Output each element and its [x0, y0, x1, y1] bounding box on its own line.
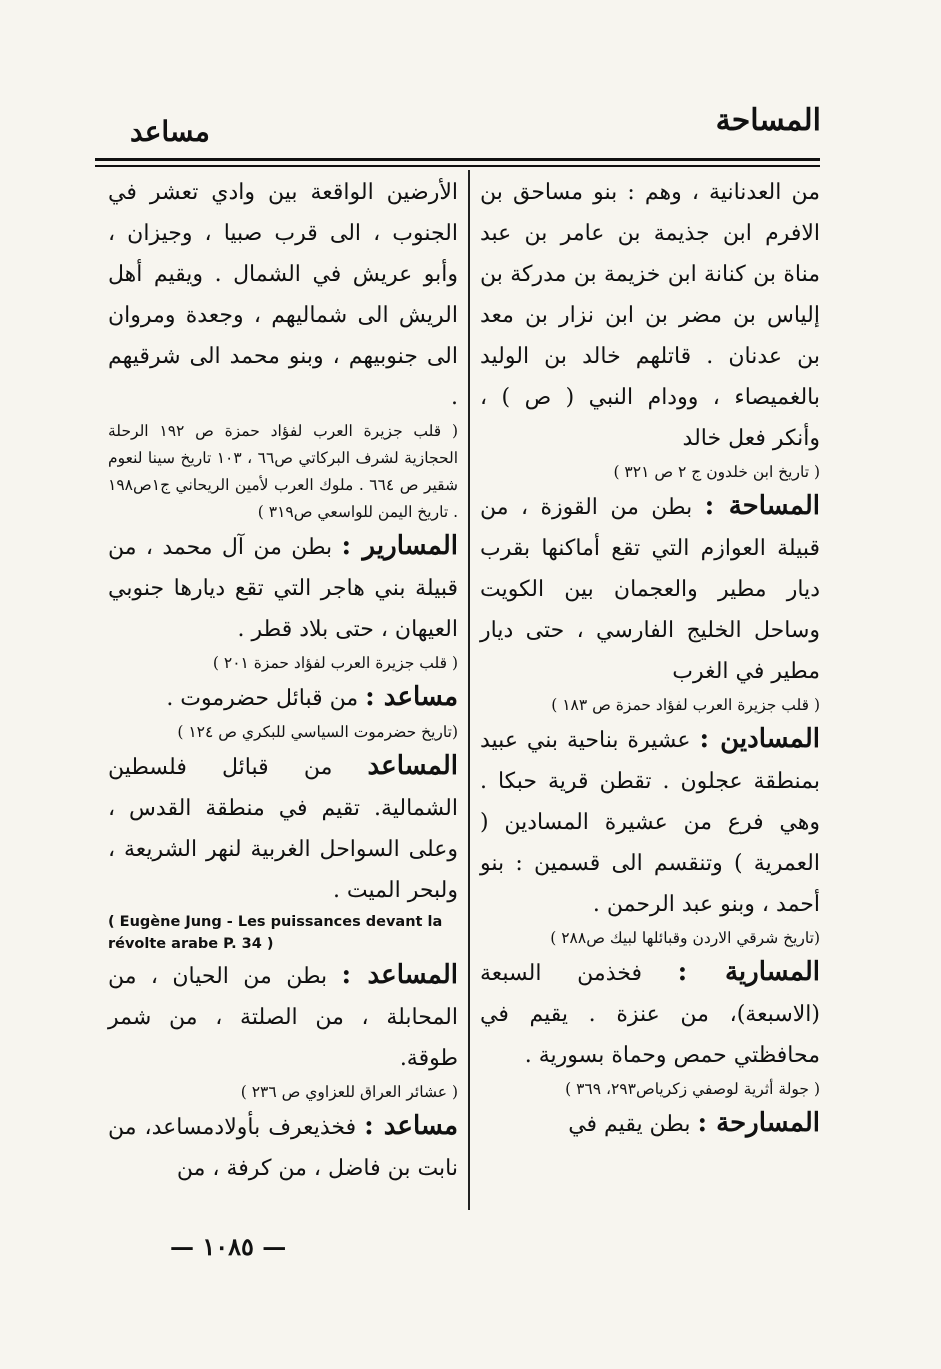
entry [480, 719, 820, 925]
reference-latin: ( Eugène Jung - Les puissances devant la révolte arabe P. 34 ) [108, 914, 443, 952]
entry-text: فخذيعرف بأولادمساعد، من نابت بن فاضل ، من كرفة ، من [108, 1115, 458, 1181]
column-divider [468, 170, 470, 1210]
reference: (تاريخ حضرموت السياسي للبكري ص ١٢٤ ) [177, 723, 458, 741]
entry-headword: المسارير : [341, 531, 458, 561]
reference: (تاريخ شرقي الاردن وقبائلها لبيك ص٢٨٨ ) [550, 929, 820, 947]
entry-text: فخذمن السبعة (الاسبعة)، من عنزة . يقيم في محافظتي حمص وحماة بسورية . [480, 961, 820, 1068]
entry-text: من قبائل حضرموت . [166, 686, 359, 711]
entry [480, 486, 820, 692]
reference: ( قلب جزيرة العرب لفؤاد حمزة ص ١٨٣ ) [551, 696, 820, 714]
running-header [100, 95, 821, 155]
header-right-title: المساحة [715, 103, 821, 138]
entry-text: بطن من الحيان ، من المحابلة ، من الصلتة ، من شمر طوقة. [108, 964, 458, 1071]
entry-headword: المسادين : [699, 724, 820, 754]
reference: ( عشائر العراق للعزاوي ص ٢٣٦ ) [240, 1083, 458, 1101]
entry-headword: مساعد : [365, 682, 458, 712]
entry [108, 746, 458, 911]
entry-headword: المساعد : [341, 960, 458, 990]
right-column [480, 172, 820, 1145]
header-left-title: مساعد [130, 115, 210, 148]
entry-headword: المساعد [367, 751, 458, 781]
entry [480, 952, 820, 1076]
entry-headword: المسارحة : [697, 1108, 820, 1138]
reference: ( قلب جزيرة العرب لفؤاد حمزة ٢٠١ ) [212, 654, 458, 672]
entry [480, 1103, 820, 1145]
header-rule-thin [95, 165, 820, 167]
entry-continued: من العدنانية ، وهم : بنو مساحق بن الافرم ابن جذيمة بن عامر بن عبد مناة بن كنانة ابن خزيمة بن مدركة بن إلياس بن مضر بن ابن نزار بن معد بن عدنان . قاتلهم خالد بن الوليد بالغميصاء ، وودام النبي ( ص ) ، وأنكر فعل خالد [480, 180, 820, 451]
left-column [108, 172, 458, 1189]
entry-headword: المساحة : [704, 491, 820, 521]
entry-text: عشيرة بناحية بني عبيد بمنطقة عجلون . تقطن قرية حبكا . وهي فرع من عشيرة المسادين ( العمرية ) وتنقسم الى قسمين : بنو أحمد ، وبنو عبد الرحمن . [480, 728, 820, 917]
page-number: — ١٠٨٥ — [170, 1232, 287, 1261]
entry-headword: مساعد : [364, 1111, 458, 1141]
entry-text: بطن يقيم في [568, 1112, 691, 1137]
entry [108, 955, 458, 1079]
entry-text: بطن من القوزة ، من قبيلة العوازم التي تقع أماكنها بقرب ديار مطير والعجمان بين الكويت وساحل الخليج الفارسي ، حتى ديار مطير في الغرب [480, 495, 820, 684]
reference: ( قلب جزيرة العرب لفؤاد حمزة ص ١٩٢ الرحلة الحجازية لشرف البركاتي ص٦٦ ، ١٠٣ تاريخ سينا لنعوم شقير ص ٦٦٤ . ملوك العرب لأمين الريحاني ج١ص١٩٨ . تاريخ اليمن للواسعي ص٣١٩ ) [108, 422, 459, 521]
entry [108, 1106, 458, 1189]
entry [108, 677, 458, 719]
entry-text: من قبائل فلسطين الشمالية. تقيم في منطقة القدس ، وعلى السواحل الغربية لنهر الشريعة ، ولبحر الميت . [108, 755, 458, 903]
entry-text: بطن من آل محمد ، من قبيلة بني هاجر التي تقع ديارها جنوبي العيهان ، حتى بلاد قطر . [108, 535, 458, 642]
entry-headword: المسارية : [677, 957, 820, 987]
entry [108, 526, 458, 650]
reference: ( تاريخ ابن خلدون ج ٢ ص ٣٢١ ) [613, 463, 820, 481]
reference: ( جولة أثرية لوصفي زكرياص٢٩٣، ٣٦٩ ) [565, 1080, 820, 1098]
header-rule-thick [95, 158, 820, 161]
entry-continued: الأرضين الواقعة بين وادي تعشر في الجنوب ، الى قرب صبيا ، وجيزان ، وأبو عريش في الشمال . ويقيم أهل الريش الى شماليهم ، وجعدة ومروان الى جنوبيهم ، وبنو محمد الى شرقيهم . [108, 180, 458, 410]
